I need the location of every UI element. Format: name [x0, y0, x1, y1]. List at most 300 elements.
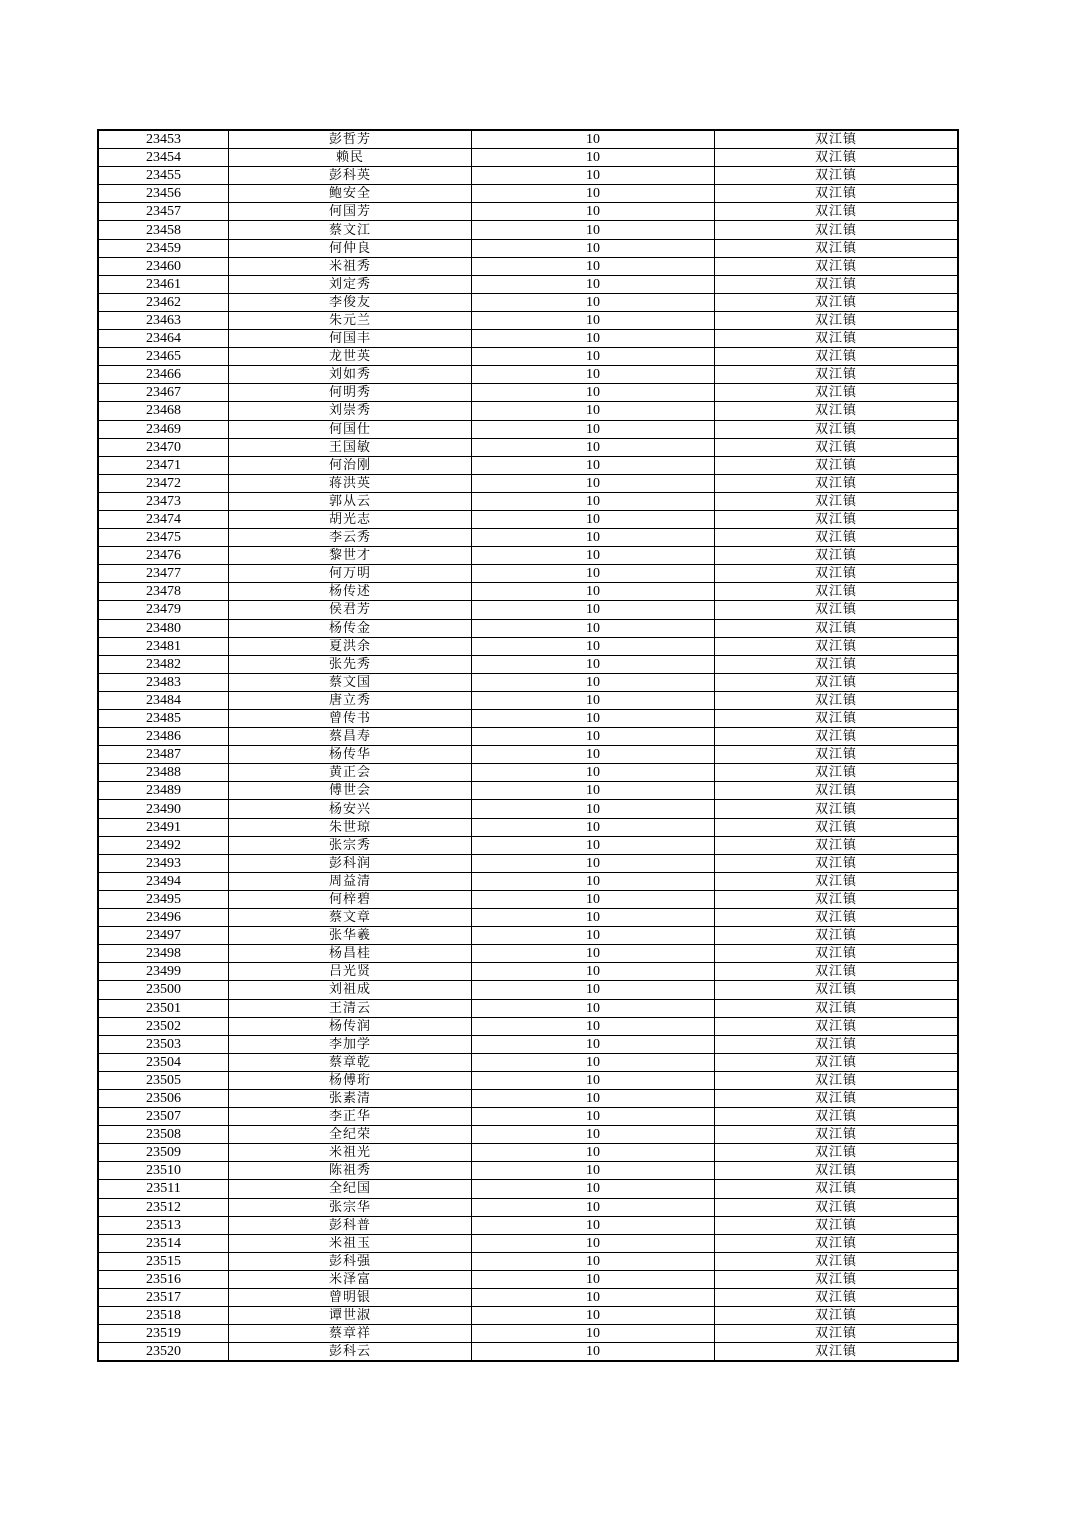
- serial-number-cell: 23461: [98, 275, 229, 293]
- table-row: [98, 872, 958, 890]
- person-name-cell: 张宗秀: [229, 836, 472, 854]
- town-cell: 双江镇: [715, 1307, 959, 1325]
- person-name-cell: 杨传华: [229, 746, 472, 764]
- town-cell: 双江镇: [715, 330, 959, 348]
- table-row: [98, 655, 958, 673]
- person-name-cell: 王清云: [229, 999, 472, 1017]
- town-cell: 双江镇: [715, 1035, 959, 1053]
- amount-cell: 10: [472, 1035, 715, 1053]
- town-cell: 双江镇: [715, 293, 959, 311]
- amount-cell: 10: [472, 474, 715, 492]
- town-cell: 双江镇: [715, 800, 959, 818]
- person-name-cell: 郭从云: [229, 492, 472, 510]
- person-name-cell: 吕光贤: [229, 963, 472, 981]
- table-row: [98, 402, 958, 420]
- serial-number-cell: 23499: [98, 963, 229, 981]
- serial-number-cell: 23510: [98, 1162, 229, 1180]
- table-row: [98, 890, 958, 908]
- table-row: [98, 1180, 958, 1198]
- town-cell: 双江镇: [715, 1108, 959, 1126]
- town-cell: 双江镇: [715, 818, 959, 836]
- amount-cell: 10: [472, 456, 715, 474]
- serial-number-cell: 23465: [98, 348, 229, 366]
- amount-cell: 10: [472, 438, 715, 456]
- amount-cell: 10: [472, 890, 715, 908]
- town-cell: 双江镇: [715, 673, 959, 691]
- town-cell: 双江镇: [715, 510, 959, 528]
- amount-cell: 10: [472, 221, 715, 239]
- person-name-cell: 蔡昌寿: [229, 728, 472, 746]
- person-name-cell: 张先秀: [229, 655, 472, 673]
- amount-cell: 10: [472, 275, 715, 293]
- town-cell: 双江镇: [715, 275, 959, 293]
- person-name-cell: 龙世英: [229, 348, 472, 366]
- serial-number-cell: 23502: [98, 1017, 229, 1035]
- serial-number-cell: 23455: [98, 167, 229, 185]
- table-row: [98, 782, 958, 800]
- amount-cell: 10: [472, 366, 715, 384]
- serial-number-cell: 23497: [98, 927, 229, 945]
- table-row: [98, 565, 958, 583]
- town-cell: 双江镇: [715, 1252, 959, 1270]
- serial-number-cell: 23496: [98, 909, 229, 927]
- town-cell: 双江镇: [715, 1126, 959, 1144]
- town-cell: 双江镇: [715, 909, 959, 927]
- person-name-cell: 曾传书: [229, 710, 472, 728]
- town-cell: 双江镇: [715, 239, 959, 257]
- town-cell: 双江镇: [715, 492, 959, 510]
- serial-number-cell: 23458: [98, 221, 229, 239]
- amount-cell: 10: [472, 637, 715, 655]
- amount-cell: 10: [472, 981, 715, 999]
- table-row: [98, 836, 958, 854]
- person-name-cell: 陈祖秀: [229, 1162, 472, 1180]
- town-cell: 双江镇: [715, 438, 959, 456]
- amount-cell: 10: [472, 384, 715, 402]
- table-row: [98, 728, 958, 746]
- table-row: [98, 764, 958, 782]
- amount-cell: 10: [472, 927, 715, 945]
- person-name-cell: 刘崇秀: [229, 402, 472, 420]
- town-cell: 双江镇: [715, 366, 959, 384]
- amount-cell: 10: [472, 1325, 715, 1343]
- table-row: [98, 800, 958, 818]
- serial-number-cell: 23486: [98, 728, 229, 746]
- town-cell: 双江镇: [715, 963, 959, 981]
- town-cell: 双江镇: [715, 348, 959, 366]
- person-name-cell: 蒋洪英: [229, 474, 472, 492]
- table-row: [98, 1162, 958, 1180]
- person-name-cell: 张宗华: [229, 1198, 472, 1216]
- amount-cell: 10: [472, 293, 715, 311]
- amount-cell: 10: [472, 909, 715, 927]
- person-name-cell: 彭科强: [229, 1252, 472, 1270]
- amount-cell: 10: [472, 691, 715, 709]
- amount-cell: 10: [472, 1180, 715, 1198]
- serial-number-cell: 23485: [98, 710, 229, 728]
- serial-number-cell: 23466: [98, 366, 229, 384]
- town-cell: 双江镇: [715, 1180, 959, 1198]
- amount-cell: 10: [472, 311, 715, 329]
- table-row: [98, 1144, 958, 1162]
- amount-cell: 10: [472, 619, 715, 637]
- table-row: [98, 1289, 958, 1307]
- person-name-cell: 彭科润: [229, 854, 472, 872]
- person-name-cell: 蔡章乾: [229, 1053, 472, 1071]
- serial-number-cell: 23500: [98, 981, 229, 999]
- town-cell: 双江镇: [715, 547, 959, 565]
- amount-cell: 10: [472, 673, 715, 691]
- town-cell: 双江镇: [715, 1198, 959, 1216]
- table-row: [98, 746, 958, 764]
- amount-cell: 10: [472, 1252, 715, 1270]
- serial-number-cell: 23501: [98, 999, 229, 1017]
- person-name-cell: 朱世琼: [229, 818, 472, 836]
- table-row: [98, 293, 958, 311]
- amount-cell: 10: [472, 1017, 715, 1035]
- town-cell: 双江镇: [715, 691, 959, 709]
- person-name-cell: 何国芳: [229, 203, 472, 221]
- amount-cell: 10: [472, 963, 715, 981]
- amount-cell: 10: [472, 836, 715, 854]
- town-cell: 双江镇: [715, 1053, 959, 1071]
- person-name-cell: 何梓碧: [229, 890, 472, 908]
- serial-number-cell: 23474: [98, 510, 229, 528]
- amount-cell: 10: [472, 239, 715, 257]
- person-name-cell: 侯君芳: [229, 601, 472, 619]
- town-cell: 双江镇: [715, 1216, 959, 1234]
- serial-number-cell: 23488: [98, 764, 229, 782]
- town-cell: 双江镇: [715, 945, 959, 963]
- person-name-cell: 何明秀: [229, 384, 472, 402]
- serial-number-cell: 23508: [98, 1126, 229, 1144]
- town-cell: 双江镇: [715, 583, 959, 601]
- amount-cell: 10: [472, 203, 715, 221]
- serial-number-cell: 23505: [98, 1071, 229, 1089]
- town-cell: 双江镇: [715, 854, 959, 872]
- person-name-cell: 刘定秀: [229, 275, 472, 293]
- serial-number-cell: 23472: [98, 474, 229, 492]
- town-cell: 双江镇: [715, 927, 959, 945]
- table-row: [98, 547, 958, 565]
- table-row: [98, 185, 958, 203]
- amount-cell: 10: [472, 655, 715, 673]
- person-name-cell: 何国仕: [229, 420, 472, 438]
- town-cell: 双江镇: [715, 149, 959, 167]
- serial-number-cell: 23492: [98, 836, 229, 854]
- amount-cell: 10: [472, 1162, 715, 1180]
- person-name-cell: 王国敏: [229, 438, 472, 456]
- town-cell: 双江镇: [715, 1162, 959, 1180]
- table-row: [98, 963, 958, 981]
- person-name-cell: 李俊友: [229, 293, 472, 311]
- table-row: [98, 981, 958, 999]
- serial-number-cell: 23507: [98, 1108, 229, 1126]
- table-row: [98, 1234, 958, 1252]
- serial-number-cell: 23513: [98, 1216, 229, 1234]
- amount-cell: 10: [472, 710, 715, 728]
- amount-cell: 10: [472, 1289, 715, 1307]
- amount-cell: 10: [472, 547, 715, 565]
- town-cell: 双江镇: [715, 655, 959, 673]
- table-row: [98, 854, 958, 872]
- person-name-cell: 谭世淑: [229, 1307, 472, 1325]
- serial-number-cell: 23478: [98, 583, 229, 601]
- table-row: [98, 818, 958, 836]
- table-row: [98, 221, 958, 239]
- table-row: [98, 673, 958, 691]
- serial-number-cell: 23520: [98, 1343, 229, 1362]
- amount-cell: 10: [472, 565, 715, 583]
- person-name-cell: 彭科普: [229, 1216, 472, 1234]
- amount-cell: 10: [472, 1071, 715, 1089]
- table-row: [98, 366, 958, 384]
- person-name-cell: 米祖玉: [229, 1234, 472, 1252]
- person-name-cell: 蔡章祥: [229, 1325, 472, 1343]
- town-cell: 双江镇: [715, 221, 959, 239]
- serial-number-cell: 23517: [98, 1289, 229, 1307]
- town-cell: 双江镇: [715, 1325, 959, 1343]
- serial-number-cell: 23460: [98, 257, 229, 275]
- amount-cell: 10: [472, 185, 715, 203]
- table-row: [98, 1307, 958, 1325]
- town-cell: 双江镇: [715, 728, 959, 746]
- town-cell: 双江镇: [715, 420, 959, 438]
- table-row: [98, 149, 958, 167]
- person-name-cell: 唐立秀: [229, 691, 472, 709]
- table-row: [98, 691, 958, 709]
- table-row: [98, 311, 958, 329]
- table-row: [98, 239, 958, 257]
- serial-number-cell: 23477: [98, 565, 229, 583]
- town-cell: 双江镇: [715, 764, 959, 782]
- town-cell: 双江镇: [715, 529, 959, 547]
- person-name-cell: 杨安兴: [229, 800, 472, 818]
- town-cell: 双江镇: [715, 130, 959, 149]
- serial-number-cell: 23484: [98, 691, 229, 709]
- table-row: [98, 710, 958, 728]
- person-name-cell: 胡光志: [229, 510, 472, 528]
- person-name-cell: 米泽富: [229, 1270, 472, 1288]
- table-row: [98, 1017, 958, 1035]
- town-cell: 双江镇: [715, 1017, 959, 1035]
- town-cell: 双江镇: [715, 1234, 959, 1252]
- person-name-cell: 彭哲芳: [229, 130, 472, 149]
- person-name-cell: 米祖秀: [229, 257, 472, 275]
- amount-cell: 10: [472, 529, 715, 547]
- amount-cell: 10: [472, 348, 715, 366]
- table-row: [98, 909, 958, 927]
- table-row: [98, 1325, 958, 1343]
- person-name-cell: 何仲良: [229, 239, 472, 257]
- person-name-cell: 张华羲: [229, 927, 472, 945]
- serial-number-cell: 23515: [98, 1252, 229, 1270]
- serial-number-cell: 23475: [98, 529, 229, 547]
- person-name-cell: 李加学: [229, 1035, 472, 1053]
- table-row: [98, 167, 958, 185]
- town-cell: 双江镇: [715, 474, 959, 492]
- person-name-cell: 黄正会: [229, 764, 472, 782]
- town-cell: 双江镇: [715, 257, 959, 275]
- amount-cell: 10: [472, 872, 715, 890]
- person-name-cell: 蔡文国: [229, 673, 472, 691]
- person-name-cell: 刘祖成: [229, 981, 472, 999]
- serial-number-cell: 23487: [98, 746, 229, 764]
- serial-number-cell: 23456: [98, 185, 229, 203]
- serial-number-cell: 23469: [98, 420, 229, 438]
- person-name-cell: 杨传润: [229, 1017, 472, 1035]
- table-row: [98, 348, 958, 366]
- table-row: [98, 1198, 958, 1216]
- person-name-cell: 全纪国: [229, 1180, 472, 1198]
- town-cell: 双江镇: [715, 384, 959, 402]
- town-cell: 双江镇: [715, 1270, 959, 1288]
- town-cell: 双江镇: [715, 999, 959, 1017]
- table-row: [98, 330, 958, 348]
- serial-number-cell: 23516: [98, 1270, 229, 1288]
- table-row: [98, 637, 958, 655]
- amount-cell: 10: [472, 1126, 715, 1144]
- serial-number-cell: 23471: [98, 456, 229, 474]
- town-cell: 双江镇: [715, 402, 959, 420]
- amount-cell: 10: [472, 854, 715, 872]
- amount-cell: 10: [472, 257, 715, 275]
- serial-number-cell: 23498: [98, 945, 229, 963]
- person-name-cell: 何国丰: [229, 330, 472, 348]
- amount-cell: 10: [472, 510, 715, 528]
- serial-number-cell: 23493: [98, 854, 229, 872]
- person-name-cell: 赖民: [229, 149, 472, 167]
- serial-number-cell: 23489: [98, 782, 229, 800]
- town-cell: 双江镇: [715, 746, 959, 764]
- amount-cell: 10: [472, 492, 715, 510]
- serial-number-cell: 23479: [98, 601, 229, 619]
- amount-cell: 10: [472, 746, 715, 764]
- town-cell: 双江镇: [715, 311, 959, 329]
- amount-cell: 10: [472, 1198, 715, 1216]
- person-name-cell: 鲍安全: [229, 185, 472, 203]
- serial-number-cell: 23467: [98, 384, 229, 402]
- person-name-cell: 彭科英: [229, 167, 472, 185]
- amount-cell: 10: [472, 1234, 715, 1252]
- person-name-cell: 刘如秀: [229, 366, 472, 384]
- table-row: [98, 1270, 958, 1288]
- person-name-cell: 杨昌桂: [229, 945, 472, 963]
- amount-cell: 10: [472, 130, 715, 149]
- amount-cell: 10: [472, 945, 715, 963]
- serial-number-cell: 23462: [98, 293, 229, 311]
- town-cell: 双江镇: [715, 565, 959, 583]
- person-name-cell: 何万明: [229, 565, 472, 583]
- town-cell: 双江镇: [715, 782, 959, 800]
- person-name-cell: 傅世会: [229, 782, 472, 800]
- town-cell: 双江镇: [715, 1343, 959, 1362]
- table-row: [98, 474, 958, 492]
- amount-cell: 10: [472, 1108, 715, 1126]
- serial-number-cell: 23480: [98, 619, 229, 637]
- amount-cell: 10: [472, 420, 715, 438]
- serial-number-cell: 23490: [98, 800, 229, 818]
- person-name-cell: 蔡文章: [229, 909, 472, 927]
- person-name-cell: 全纪荣: [229, 1126, 472, 1144]
- amount-cell: 10: [472, 402, 715, 420]
- amount-cell: 10: [472, 330, 715, 348]
- table-row: [98, 384, 958, 402]
- person-name-cell: 夏洪余: [229, 637, 472, 655]
- person-name-cell: 李正华: [229, 1108, 472, 1126]
- amount-cell: 10: [472, 800, 715, 818]
- amount-cell: 10: [472, 782, 715, 800]
- serial-number-cell: 23512: [98, 1198, 229, 1216]
- serial-number-cell: 23481: [98, 637, 229, 655]
- table-row: [98, 1343, 958, 1362]
- serial-number-cell: 23457: [98, 203, 229, 221]
- person-name-cell: 李云秀: [229, 529, 472, 547]
- person-name-cell: 杨傅珩: [229, 1071, 472, 1089]
- serial-number-cell: 23464: [98, 330, 229, 348]
- serial-number-cell: 23459: [98, 239, 229, 257]
- serial-number-cell: 23518: [98, 1307, 229, 1325]
- person-name-cell: 米祖光: [229, 1144, 472, 1162]
- table-row: [98, 945, 958, 963]
- town-cell: 双江镇: [715, 1289, 959, 1307]
- table-row: [98, 456, 958, 474]
- amount-cell: 10: [472, 1343, 715, 1362]
- person-name-cell: 周益清: [229, 872, 472, 890]
- amount-cell: 10: [472, 149, 715, 167]
- roster-table-body: [98, 130, 958, 1361]
- town-cell: 双江镇: [715, 601, 959, 619]
- table-row: [98, 130, 958, 149]
- table-row: [98, 927, 958, 945]
- table-row: [98, 1252, 958, 1270]
- town-cell: 双江镇: [715, 710, 959, 728]
- table-row: [98, 999, 958, 1017]
- amount-cell: 10: [472, 728, 715, 746]
- table-row: [98, 275, 958, 293]
- amount-cell: 10: [472, 818, 715, 836]
- town-cell: 双江镇: [715, 836, 959, 854]
- table-row: [98, 529, 958, 547]
- table-row: [98, 492, 958, 510]
- amount-cell: 10: [472, 999, 715, 1017]
- roster-table: [97, 129, 959, 1362]
- table-row: [98, 1053, 958, 1071]
- table-row: [98, 1126, 958, 1144]
- amount-cell: 10: [472, 167, 715, 185]
- amount-cell: 10: [472, 601, 715, 619]
- town-cell: 双江镇: [715, 185, 959, 203]
- table-row: [98, 1216, 958, 1234]
- table-row: [98, 1108, 958, 1126]
- person-name-cell: 黎世才: [229, 547, 472, 565]
- amount-cell: 10: [472, 1216, 715, 1234]
- town-cell: 双江镇: [715, 456, 959, 474]
- person-name-cell: 何治刚: [229, 456, 472, 474]
- person-name-cell: 蔡文江: [229, 221, 472, 239]
- town-cell: 双江镇: [715, 167, 959, 185]
- table-row: [98, 203, 958, 221]
- town-cell: 双江镇: [715, 1071, 959, 1089]
- amount-cell: 10: [472, 1053, 715, 1071]
- table-row: [98, 1089, 958, 1107]
- person-name-cell: 朱元兰: [229, 311, 472, 329]
- amount-cell: 10: [472, 583, 715, 601]
- person-name-cell: 彭科云: [229, 1343, 472, 1362]
- table-row: [98, 510, 958, 528]
- amount-cell: 10: [472, 1307, 715, 1325]
- serial-number-cell: 23503: [98, 1035, 229, 1053]
